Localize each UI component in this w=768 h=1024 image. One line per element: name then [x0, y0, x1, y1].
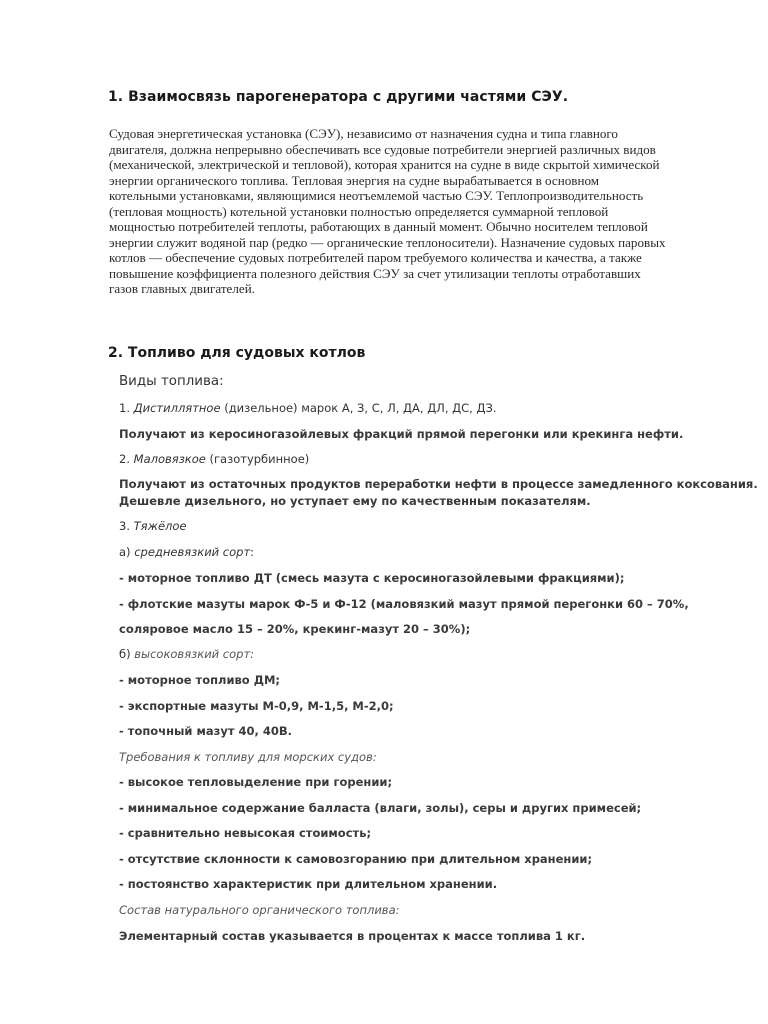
requirement-item: - минимальное содержание балласта (влаги, золы), серы и других примесей; — [119, 801, 642, 815]
paragraph-line: мощностью потребителей теплоты, работающих в данный момент. Обычно носителем тепловой — [109, 219, 648, 234]
sort-b-item: - моторное топливо ДМ; — [119, 673, 280, 687]
item-number: 1. — [119, 401, 134, 415]
fuel-name: Маловязкое — [133, 452, 206, 466]
paragraph-line: (механической, электрической и тепловой), которая хранится на судне в виде скрытой химической — [109, 157, 660, 172]
section-1-paragraph — [109, 126, 719, 297]
requirements-heading: Требования к топливу для морских судов: — [119, 750, 377, 764]
composition-description: Элементарный состав указывается в процентах к массе топлива 1 кг. — [119, 929, 586, 943]
paragraph-line: Судовая энергетическая установка (СЭУ), независимо от назначения судна и типа главного — [109, 126, 618, 141]
fuel-detail: (газотурбинное) — [205, 452, 310, 466]
paragraph-line: энергии служит водяной пар (редко — органические теплоносители). Назначение судовых паровых — [109, 234, 666, 250]
sort-name: высоковязкий сорт: — [134, 647, 255, 661]
sort-a-item: - моторное топливо ДТ (смесь мазута с керосиногазойлевыми фракциями); — [119, 571, 625, 585]
sort-prefix: а) — [119, 545, 135, 559]
fuel-type-1-description: Получают из керосиногазойлевых фракций прямой перегонки или крекинга нефти. — [119, 427, 684, 441]
requirement-item: - высокое тепловыделение при горении; — [119, 775, 393, 789]
requirement-item: - отсутствие склонности к самовозгоранию при длительном хранении; — [119, 852, 593, 866]
requirement-item: - постоянство характеристик при длительном хранении. — [119, 877, 498, 891]
sort-b-heading — [119, 646, 739, 663]
paragraph-line: котельными установками, являющимися неотъемлемой частью СЭУ. Теплопроизводительность — [109, 188, 644, 203]
sort-b-item: - топочный мазут 40, 40В. — [119, 724, 293, 738]
sort-suffix: : — [250, 545, 255, 559]
sort-a-heading — [119, 544, 739, 561]
fuel-detail: (дизельное) марок А, З, С, Л, ДА, ДЛ, ДС, ДЗ. — [220, 401, 497, 415]
composition-heading: Состав натурального органического топлива: — [119, 903, 400, 917]
item-number: 2. — [119, 452, 134, 466]
fuel-type-2 — [119, 451, 739, 468]
paragraph-line: повышение коэффициента полезного действия СЭУ за счет утилизации теплоты отработавших — [109, 265, 641, 281]
fuel-type-2-description-2: Дешевле дизельного, но уступает ему по качественным показателям. — [119, 494, 591, 508]
sort-name: средневязкий сорт — [134, 545, 251, 559]
section-2-heading: 2. Топливо для судовых котлов — [108, 345, 366, 361]
sort-a-item: - флотские мазуты марок Ф-5 и Ф-12 (маловязкий мазут прямой перегонки 60 – 70%, — [119, 597, 689, 611]
fuel-type-3 — [119, 518, 739, 535]
paragraph-line: (тепловая мощность) котельной установки полностью определяется суммарной тепловой — [109, 203, 609, 219]
fuel-types-subheading: Виды топлива: — [119, 374, 224, 389]
fuel-name: Дистиллятное — [133, 401, 221, 415]
requirement-item: - сравнительно невысокая стоимость; — [119, 826, 372, 840]
fuel-type-1 — [119, 400, 739, 417]
sort-a-item: соляровое масло 15 – 20%, крекинг-мазут 20 – 30%); — [119, 622, 471, 636]
item-number: 3. — [119, 519, 134, 533]
paragraph-line: котлов — обеспечение судовых потребителей паром требуемого количества и качества, а также — [109, 250, 642, 265]
section-1-heading: 1. Взаимосвязь парогенератора с другими частями СЭУ. — [108, 89, 569, 105]
paragraph-line: газов главных двигателей. — [109, 281, 255, 296]
sort-b-item: - экспортные мазуты М-0,9, М-1,5, М-2,0; — [119, 699, 394, 713]
sort-prefix: б) — [119, 647, 135, 661]
paragraph-line: энергии органического топлива. Тепловая энергия на судне вырабатывается в основном — [109, 172, 600, 188]
paragraph-line: двигателя, должна непрерывно обеспечивать все судовые потребители энергией различных видов — [109, 141, 656, 157]
fuel-name: Тяжёлое — [133, 519, 187, 533]
fuel-type-2-description-1: Получают из остаточных продуктов переработки нефти в процессе замедленного коксования. — [119, 477, 758, 491]
